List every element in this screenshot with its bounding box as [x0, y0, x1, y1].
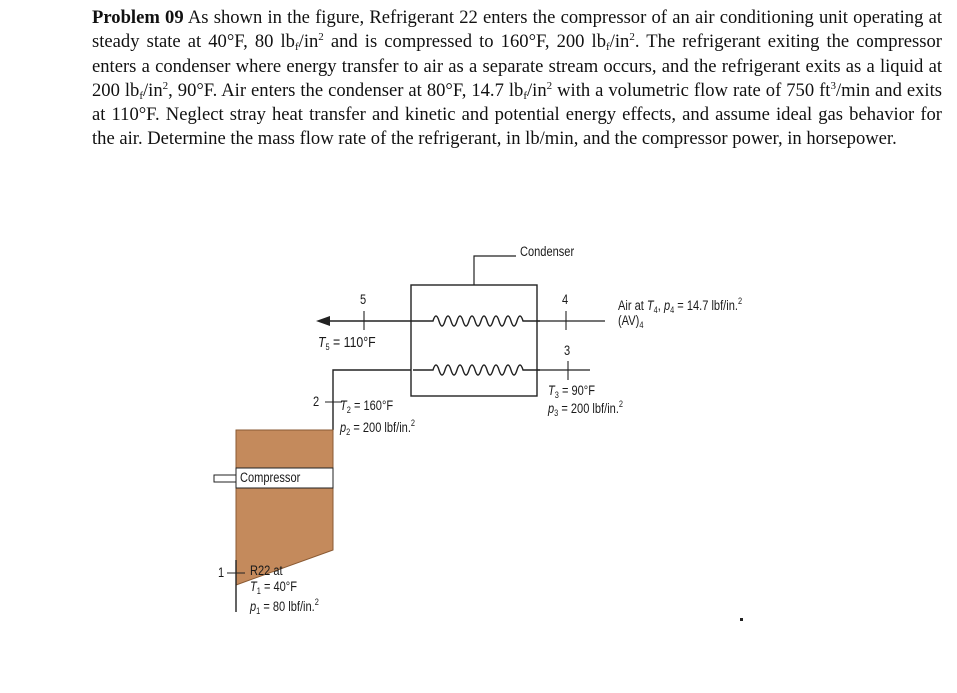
- condenser-label: Condenser: [520, 244, 575, 259]
- state-4-label: 4: [562, 292, 569, 307]
- coil-upper: [413, 316, 540, 326]
- compressor-shaft: [214, 475, 238, 482]
- condenser-box: [411, 285, 537, 396]
- state-2-label: 2: [313, 394, 320, 409]
- state-5-label: 5: [360, 292, 367, 307]
- t2-annotation: $T_2 = 160^\circ F$: [340, 398, 394, 415]
- condenser-leader-line: [474, 256, 516, 285]
- state-1-label: 1: [218, 565, 225, 580]
- t1-annotation: $T_1 = 40^\circ F$: [250, 579, 297, 596]
- compressor-body: [236, 430, 333, 585]
- t3-annotation: $T_3 = 90^\circ F$: [548, 383, 595, 400]
- state-3-label: 3: [564, 343, 571, 358]
- t5-annotation: $T_5 = 110^\circ F$: [318, 334, 376, 352]
- problem-text: As shown in the figure, Refrigerant 22 enters the compressor of an air conditioning unit operating at steady state at 40°F, 80 lb: [92, 7, 943, 53]
- coil-lower: [413, 365, 540, 375]
- air-inlet-annotation: Air at $T_4$, $p_4 = 14.7$ lbf/in.$^2$: [618, 296, 743, 315]
- p3-annotation: $p_3 = 200$ lbf/in.$^2$: [548, 399, 624, 418]
- p2-annotation: $p_2 = 200$ lbf/in.$^2$: [340, 418, 416, 437]
- problem-statement: Problem 09 As shown in the figure, Refrigerant 22 enters the compressor of an air conditioning unit operating at steady state at 40°F, 80 $lb_f/in^2$ and is compressed to 160°F, 200 $lb_f/in^2$. The refrigerant exiting the compressor enters a condenser where energy transfer to air as a separate stream occurs, and the refrigerant exits as a liquid at 200 $lb_f/in^2$, 90°F. Air enters the condenser at 80°F, 14.7 $lb_f/in^2$ with a volumetric flow rate of 750 $ft^3/\min$ and exits at 110°F. Neglect stray heat transfer and kinetic and potential energy effects, and assume ideal gas behavior for the air. Determine the mass flow rate of the refrigerant, in lb/min, and the compressor power, in horsepower.: [92, 7, 943, 150]
- r22-annotation: R22 at: [250, 563, 283, 578]
- compressor-label: Compressor: [240, 470, 301, 485]
- p1-annotation: $p_1 = 80$ lbf/in.$^2$: [250, 597, 319, 616]
- air-flow-annotation: $(AV)_4$: [618, 313, 644, 330]
- stray-mark: [740, 618, 743, 621]
- problem-label: Problem 09: [92, 7, 184, 28]
- air-outlet-arrow: [316, 316, 330, 326]
